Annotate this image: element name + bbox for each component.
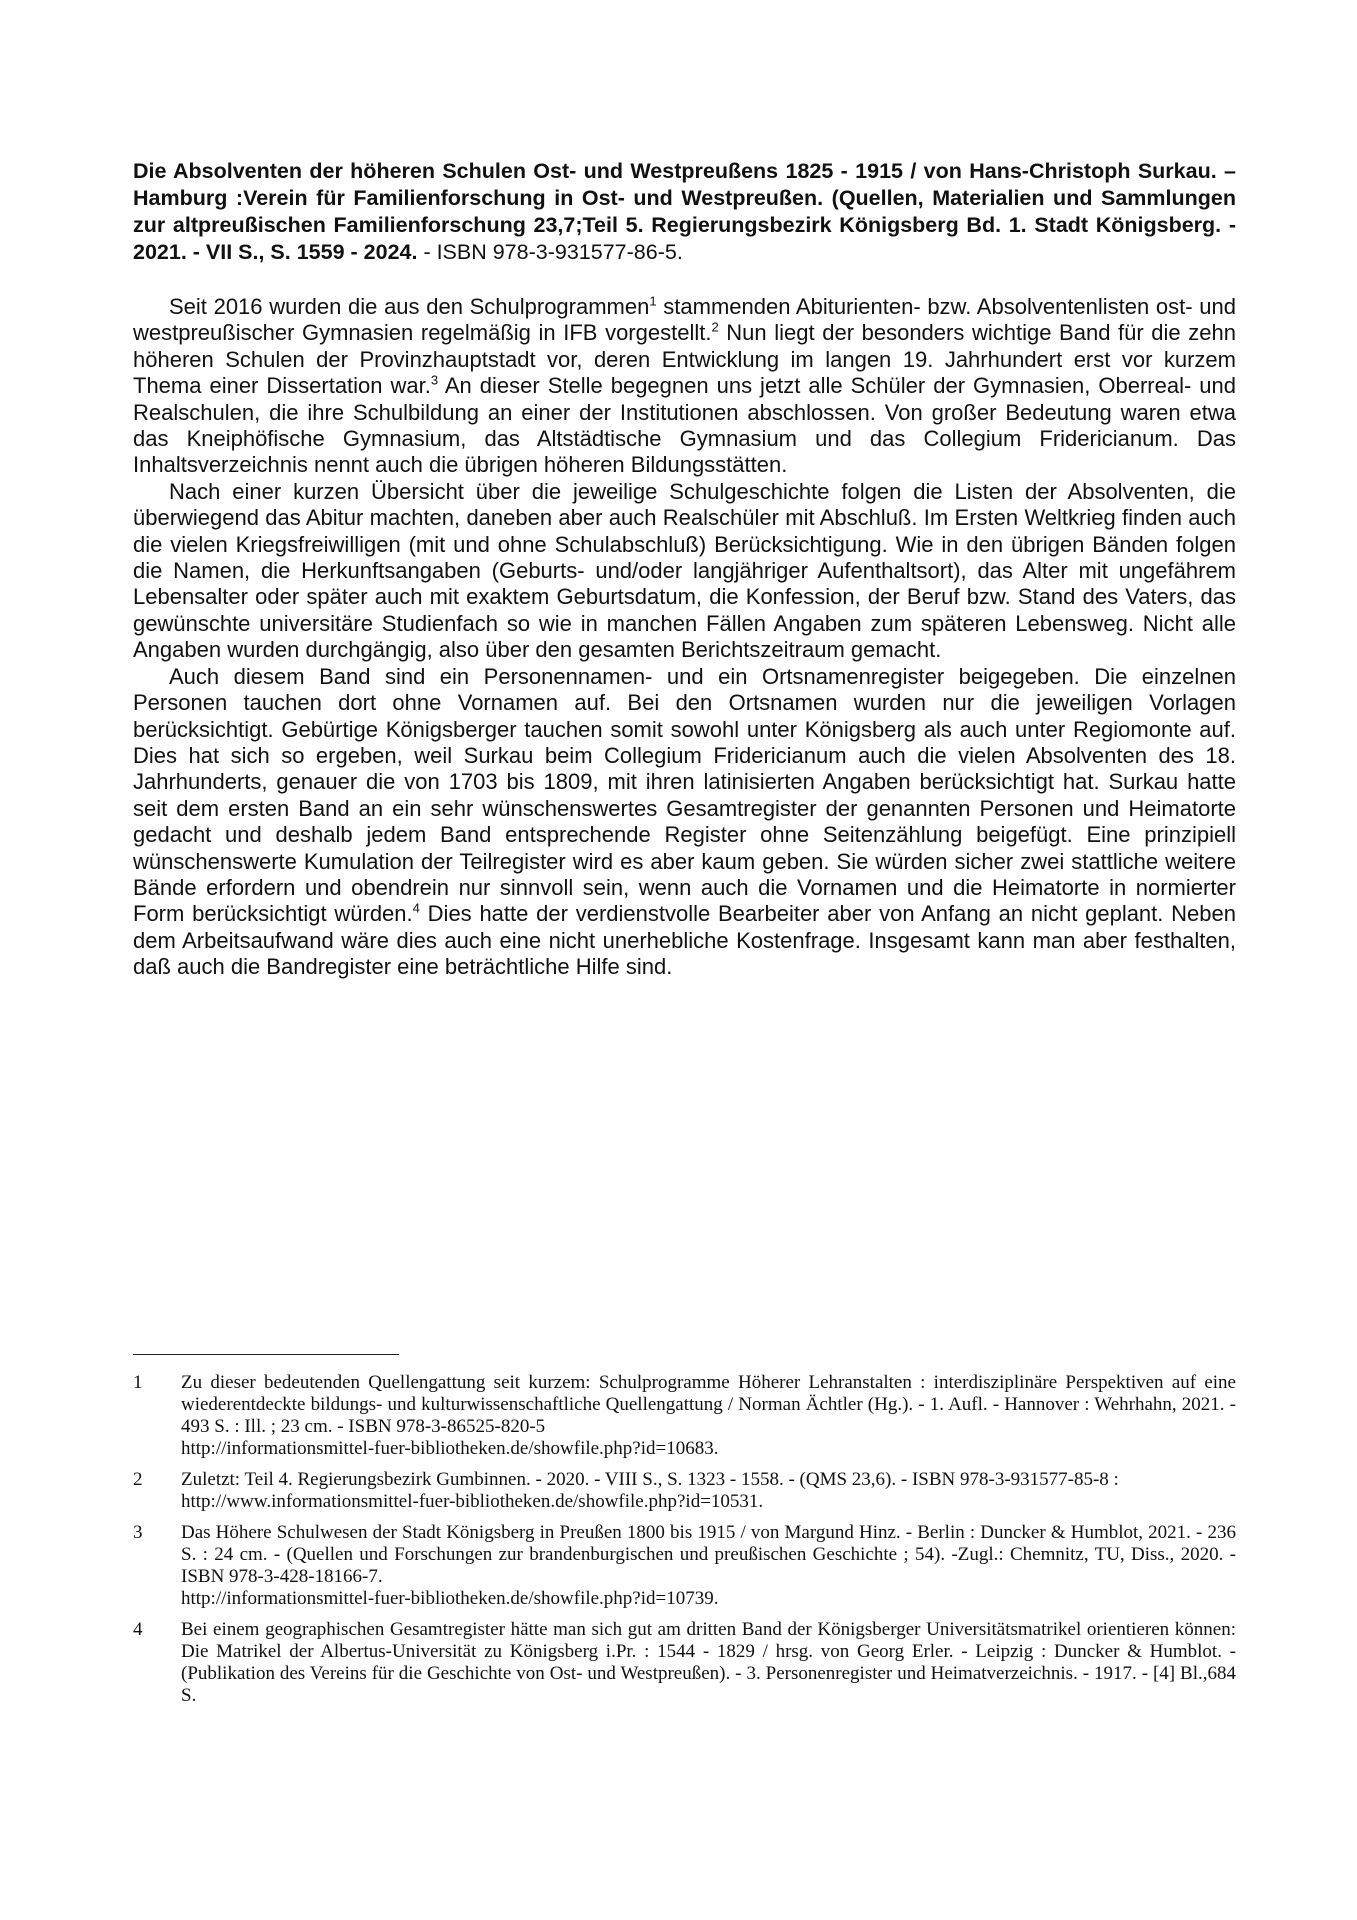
- footnote-ref-1[interactable]: 1: [649, 293, 657, 309]
- paragraph-2: Nach einer kurzen Übersicht über die jeweilige Schulgeschichte folgen die Listen der Absolventen, die überwiegend das Abitur machten, daneben aber auch Realschüler mit Abschluß. Im Ersten Weltkrieg finden auch die vielen Kriegsfreiwilligen (mit und ohne Schulabschluß) Berücksichtigung. Wie in den übrigen Bänden folgen die Namen, die Herkunftsangaben (Geburts- und/oder langjähriger Aufenthaltsort), das Alter mit ungefährem Lebensalter oder später auch mit exaktem Geburtsdatum, die Konfession, der Beruf bzw. Stand des Vaters, das gewünschte universitäre Studienfach so wie in manchen Fällen Angaben zum späteren Lebensweg. Nicht alle Angaben wurden durchgängig, also über den gesamten Berichtszeitraum gemacht.: [133, 478, 1236, 663]
- footnote-item: [133, 1522, 1236, 1610]
- footnote-text: Zuletzt: Teil 4. Regierungsbezirk Gumbinnen. - 2020. - VIII S., S. 1323 - 1558. - (QMS 23,6). - ISBN 978-3-931577-85-8 :: [181, 1469, 1119, 1490]
- footnote-link[interactable]: http://informationsmittel-fuer-bibliotheken.de/showfile.php?id=10683.: [181, 1438, 719, 1459]
- bibliographic-heading: [133, 158, 1236, 266]
- publisher-line: Hamburg :Verein für Familienforschung in Ost- und Westpreußen. (Quellen, Materialien und Sammlungen zur altpreußischen Familienforschung 23,7;Teil 5. Regierungsbezirk Königsberg Bd. 1. Stadt Königsberg. - 2021. - VII S., S. 1559 - 2024.: [133, 186, 1236, 264]
- footnote-text: Bei einem geographischen Gesamtregister hätte man sich gut am dritten Band der Königsberger Universitätsmatrikel orientieren können: Die Matrikel der Albertus-Universität zu Königsberg i.Pr. : 1544 - 1829 / hrsg. von Georg Erler. - Leipzig : Duncker & Humblot. - (Publikation des Vereins für die Geschichte von Ost- und Westpreußen). - 3. Personenregister und Heimatverzeichnis. - 1917. - [4] Bl.,684 S.: [181, 1619, 1236, 1706]
- footnote-link[interactable]: http://informationsmittel-fuer-bibliotheken.de/showfile.php?id=10739.: [181, 1588, 719, 1609]
- footnote-divider: [133, 1354, 399, 1355]
- footnotes: [133, 1372, 1236, 1716]
- footnote-number: 1: [133, 1372, 143, 1393]
- title-line: Die Absolventen der höheren Schulen Ost- und Westpreußens 1825 - 1915 / von Hans-Christoph Surkau. –: [133, 159, 1236, 183]
- footnote-text: Das Höhere Schulwesen der Stadt Königsberg in Preußen 1800 bis 1915 / von Margund Hinz. - Berlin : Duncker & Humblot, 2021. - 236 S. : 24 cm. - (Quellen und Forschungen zur brandenburgischen und preußischen Geschichte ; 54). -Zugl.: Chemnitz, TU, Diss., 2020. - ISBN 978-3-428-18166-7.: [181, 1522, 1236, 1587]
- footnote-number: 2: [133, 1469, 143, 1490]
- paragraph-3: Auch diesem Band sind ein Personennamen- und ein Ortsnamenregister beigegeben. Die einzelnen Personen tauchen dort ohne Vornamen auf. Bei den Ortsnamen wurden nur die jeweiligen Vorlagen berücksichtigt. Gebürtige Königsberger tauchen somit sowohl unter Königsberg als auch unter Regiomonte auf. Dies hat sich so ergeben, weil Surkau beim Collegium Fridericianum auch die vielen Absolventen des 18. Jahrhunderts, genauer die von 1703 bis 1809, mit ihren latinisierten Angaben berücksichtigt hat. Surkau hatte seit dem ersten Band an ein sehr wünschenswertes Gesamtregister der genannten Personen und Heimatorte gedacht und deshalb jedem Band entsprechende Register ohne Seitenzählung beigefügt. Eine prinzipiell wünschenswerte Kumulation der Teilregister wird es aber kaum geben. Sie würden sicher zwei stattliche weitere Bände erfordern und obendrein nur sinnvoll sein, wenn auch die Vornamen und die Heimatorte in normierter Form berücksichtigt würden.$^4$ Dies hatte der verdienstvolle Bearbeiter aber von Anfang an nicht geplant. Neben dem Arbeitsaufwand wäre dies auch eine nicht unerhebliche Kostenfrage. Insgesamt kann man aber festhalten, daß auch die Bandregister eine beträchtliche Hilfe sind.: [133, 663, 1236, 980]
- footnote-item: [133, 1469, 1236, 1513]
- isbn-text: - ISBN 978-3-931577-86-5.: [417, 240, 683, 264]
- footnote-item: [133, 1372, 1236, 1460]
- footnote-ref-2[interactable]: 2: [711, 320, 719, 336]
- footnote-ref-3[interactable]: 3: [430, 372, 439, 388]
- review-content: [133, 158, 1236, 981]
- review-body: [133, 294, 1236, 981]
- footnote-link[interactable]: http://www.informationsmittel-fuer-bibliotheken.de/showfile.php?id=10531.: [181, 1491, 764, 1512]
- footnote-item: [133, 1619, 1236, 1707]
- footnote-number: 4: [133, 1619, 143, 1640]
- footnote-number: 3: [133, 1522, 143, 1543]
- footnote-text: Zu dieser bedeutenden Quellengattung seit kurzem: Schulprogramme Höherer Lehranstalten : interdisziplinäre Perspektiven auf eine wiederentdeckte bildungs- und kulturwissenschaftliche Quellengattung / Norman Ächtler (Hg.). - 1. Aufl. - Hannover : Wehrhahn, 2021. - 493 S. : Ill. ; 23 cm. - ISBN 978-3-86525-820-5: [181, 1372, 1236, 1437]
- footnote-ref-4[interactable]: 4: [412, 901, 420, 917]
- paragraph-1: Seit 2016 wurden die aus den Schulprogrammen$^1$ stammenden Abiturienten- bzw. Absolventenlisten ost- und westpreußischer Gymnasien regelmäßig in IFB vorgestellt.$^2$ Nun liegt der besonders wichtige Band für die zehn höheren Schulen der Provinzhauptstadt vor, deren Entwicklung im langen 19. Jahrhundert erst vor kurzem Thema einer Dissertation war.$^3$ An dieser Stelle begegnen uns jetzt alle Schüler der Gymnasien, Oberreal- und Realschulen, die ihre Schulbildung an einer der Institutionen abschlossen. Von großer Bedeutung waren etwa das Kneiphöfische Gymnasium, das Altstädtische Gymnasium und das Collegium Fridericianum. Das Inhaltsverzeichnis nennt auch die übrigen höheren Bildungsstätten.: [133, 293, 1236, 478]
